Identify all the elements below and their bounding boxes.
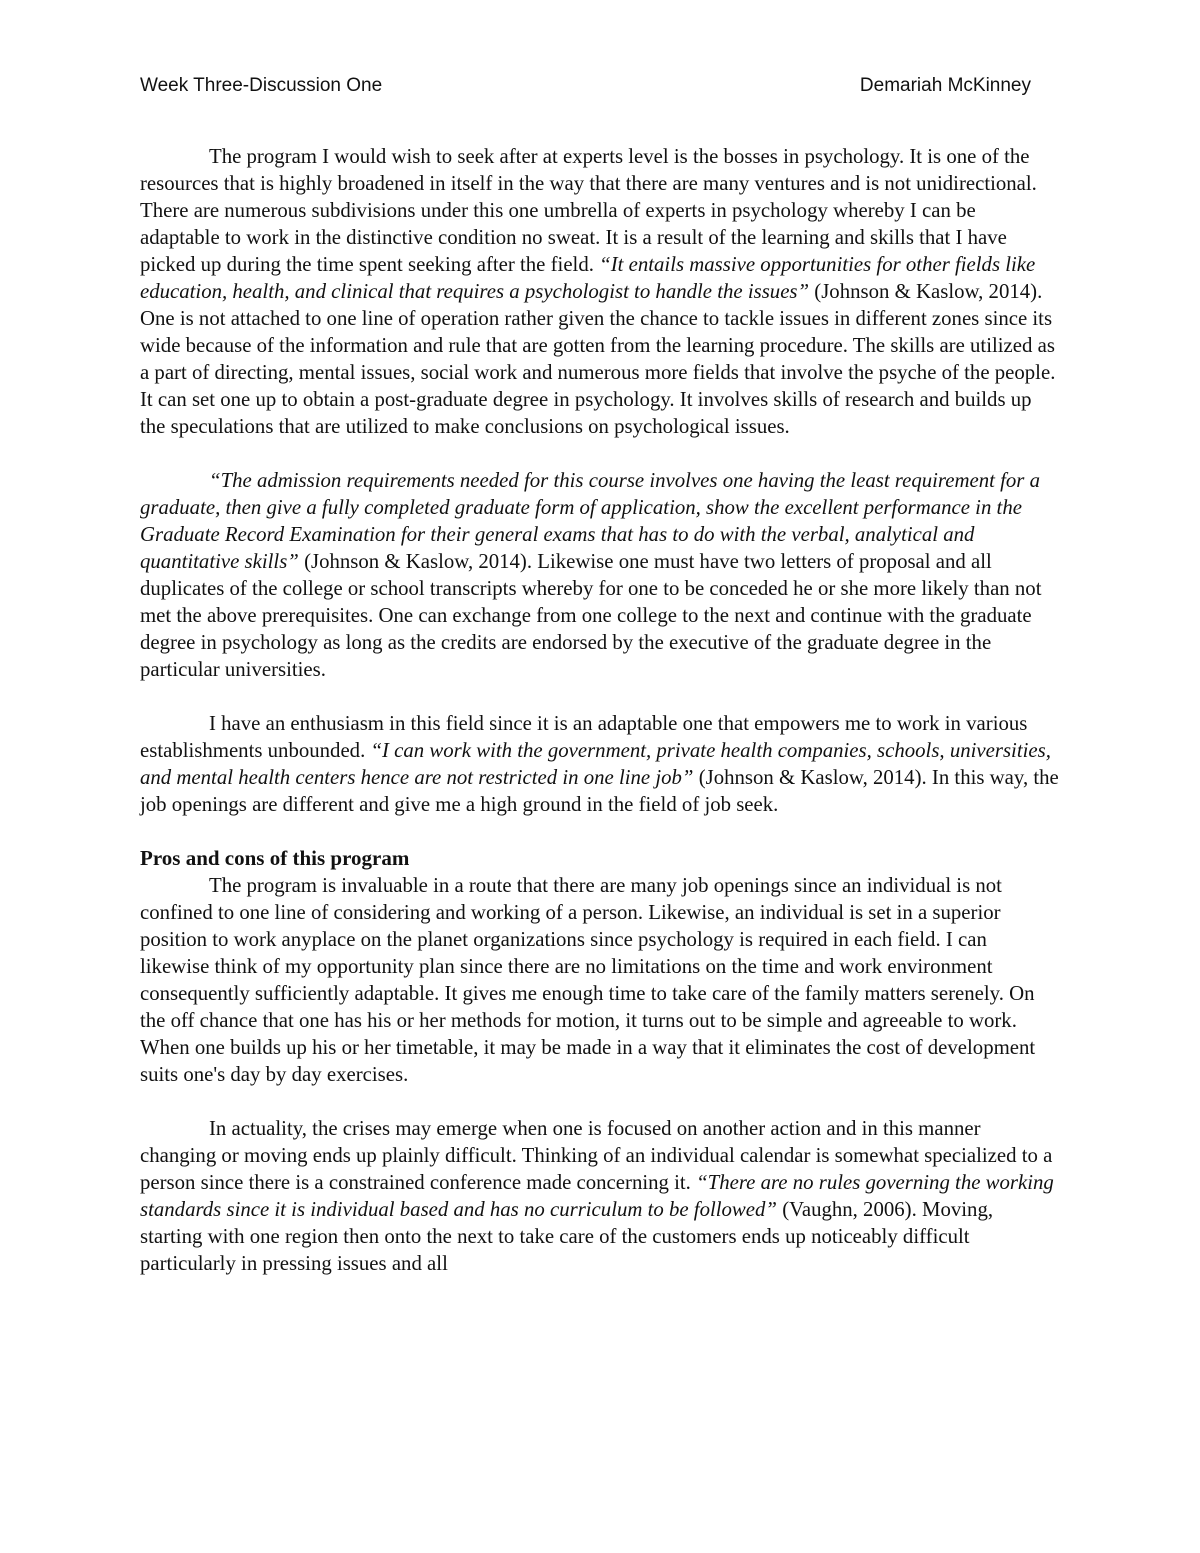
paragraph-text: The program is invaluable in a route that there are many job openings since an individual is not confined to one line of considering and working of a person. Likewise, an individual is set in a superior position to work anyplace on the planet organizations since psychology is required in each field. I can likewise think of my opportunity plan since there are no limitations on the time and work environment consequently sufficiently adaptable. It gives me enough time to take care of the family matters serenely. On the off chance that one has his or her methods for motion, it turns out to be simple and agreeable to work. When one builds up his or her timetable, it may be made in a way that it eliminates the cost of development suits one's day by day exercises. (140, 874, 1036, 1086)
paragraph-text: (Johnson & Kaslow, 2014). In this way, the job openings are different and give me a high ground in the field of job seek. (140, 766, 1059, 816)
paragraph-4 (140, 872, 1060, 1088)
paragraph-1 (140, 143, 1060, 440)
paragraph-text: The program I would wish to seek after at experts level is the bosses in psychology. It is one of the resources that is highly broadened in itself in the way that there are many ventures and is not unidirectional. There are numerous subdivisions under this one umbrella of experts in psychology whereby I can be adaptable to work in the distinctive condition no sweat. It is a result of the learning and skills that I have picked up during the time spent seeking after the field. (140, 145, 1037, 276)
paragraph-quote: “I can work with the government, private health companies, schools, universities, and mental health centers hence are not restricted in one line job” (140, 739, 1051, 789)
header-title: Week Three-Discussion One (140, 75, 383, 96)
page-header (140, 73, 1031, 99)
paragraph-text: (Johnson & Kaslow, 2014). Likewise one must have two letters of proposal and all duplicates of the college or school transcripts whereby for one to be conceded he or she more likely than not met the above prerequisites. One can exchange from one college to the next and continue with the graduate degree in psychology as long as the credits are endorsed by the executive of the graduate degree in the particular universities. (140, 550, 1042, 681)
section-heading: Pros and cons of this program (140, 846, 410, 870)
document-body (140, 143, 1060, 1304)
paragraph-quote: “The admission requirements needed for this course involves one having the least requirement for a graduate, then give a fully completed graduate form of application, show the excellent performance in the Graduate Record Examination for their general exams that has to do with the verbal, analytical and quantitative skills” (140, 469, 1040, 573)
paragraph-text: (Vaughn, 2006). Moving, starting with one region then onto the next to take care of the customers ends up noticeably difficult particularly in pressing issues and all (140, 1198, 994, 1275)
paragraph-text: I have an enthusiasm in this field since it is an adaptable one that empowers me to work in various establishments unbounded. (140, 712, 1028, 762)
paragraph-2 (140, 467, 1060, 683)
paragraph-quote: “It entails massive opportunities for other fields like education, health, and clinical that requires a psychologist to handle the issues” (140, 253, 1036, 303)
header-author: Demariah McKinney (859, 75, 1031, 96)
paragraph-3 (140, 710, 1060, 818)
paragraph-text: (Johnson & Kaslow, 2014). One is not attached to one line of operation rather given the chance to tackle issues in different zones since its wide because of the information and rule that are gotten from the learning procedure. The skills are utilized as a part of directing, mental issues, social work and numerous more fields that involve the psyche of the people. It can set one up to obtain a post-graduate degree in psychology. It involves skills of research and builds up the speculations that are utilized to make conclusions on psychological issues. (140, 280, 1056, 438)
paragraph-5 (140, 1115, 1060, 1277)
paragraph-text: In actuality, the crises may emerge when one is focused on another action and in this manner changing or moving ends up plainly difficult. Thinking of an individual calendar is somewhat specialized to a person since there is a constrained conference made concerning it. (140, 1117, 1053, 1194)
paragraph-quote: “There are no rules governing the working standards since it is individual based and has no curriculum to be followed” (140, 1171, 1054, 1221)
